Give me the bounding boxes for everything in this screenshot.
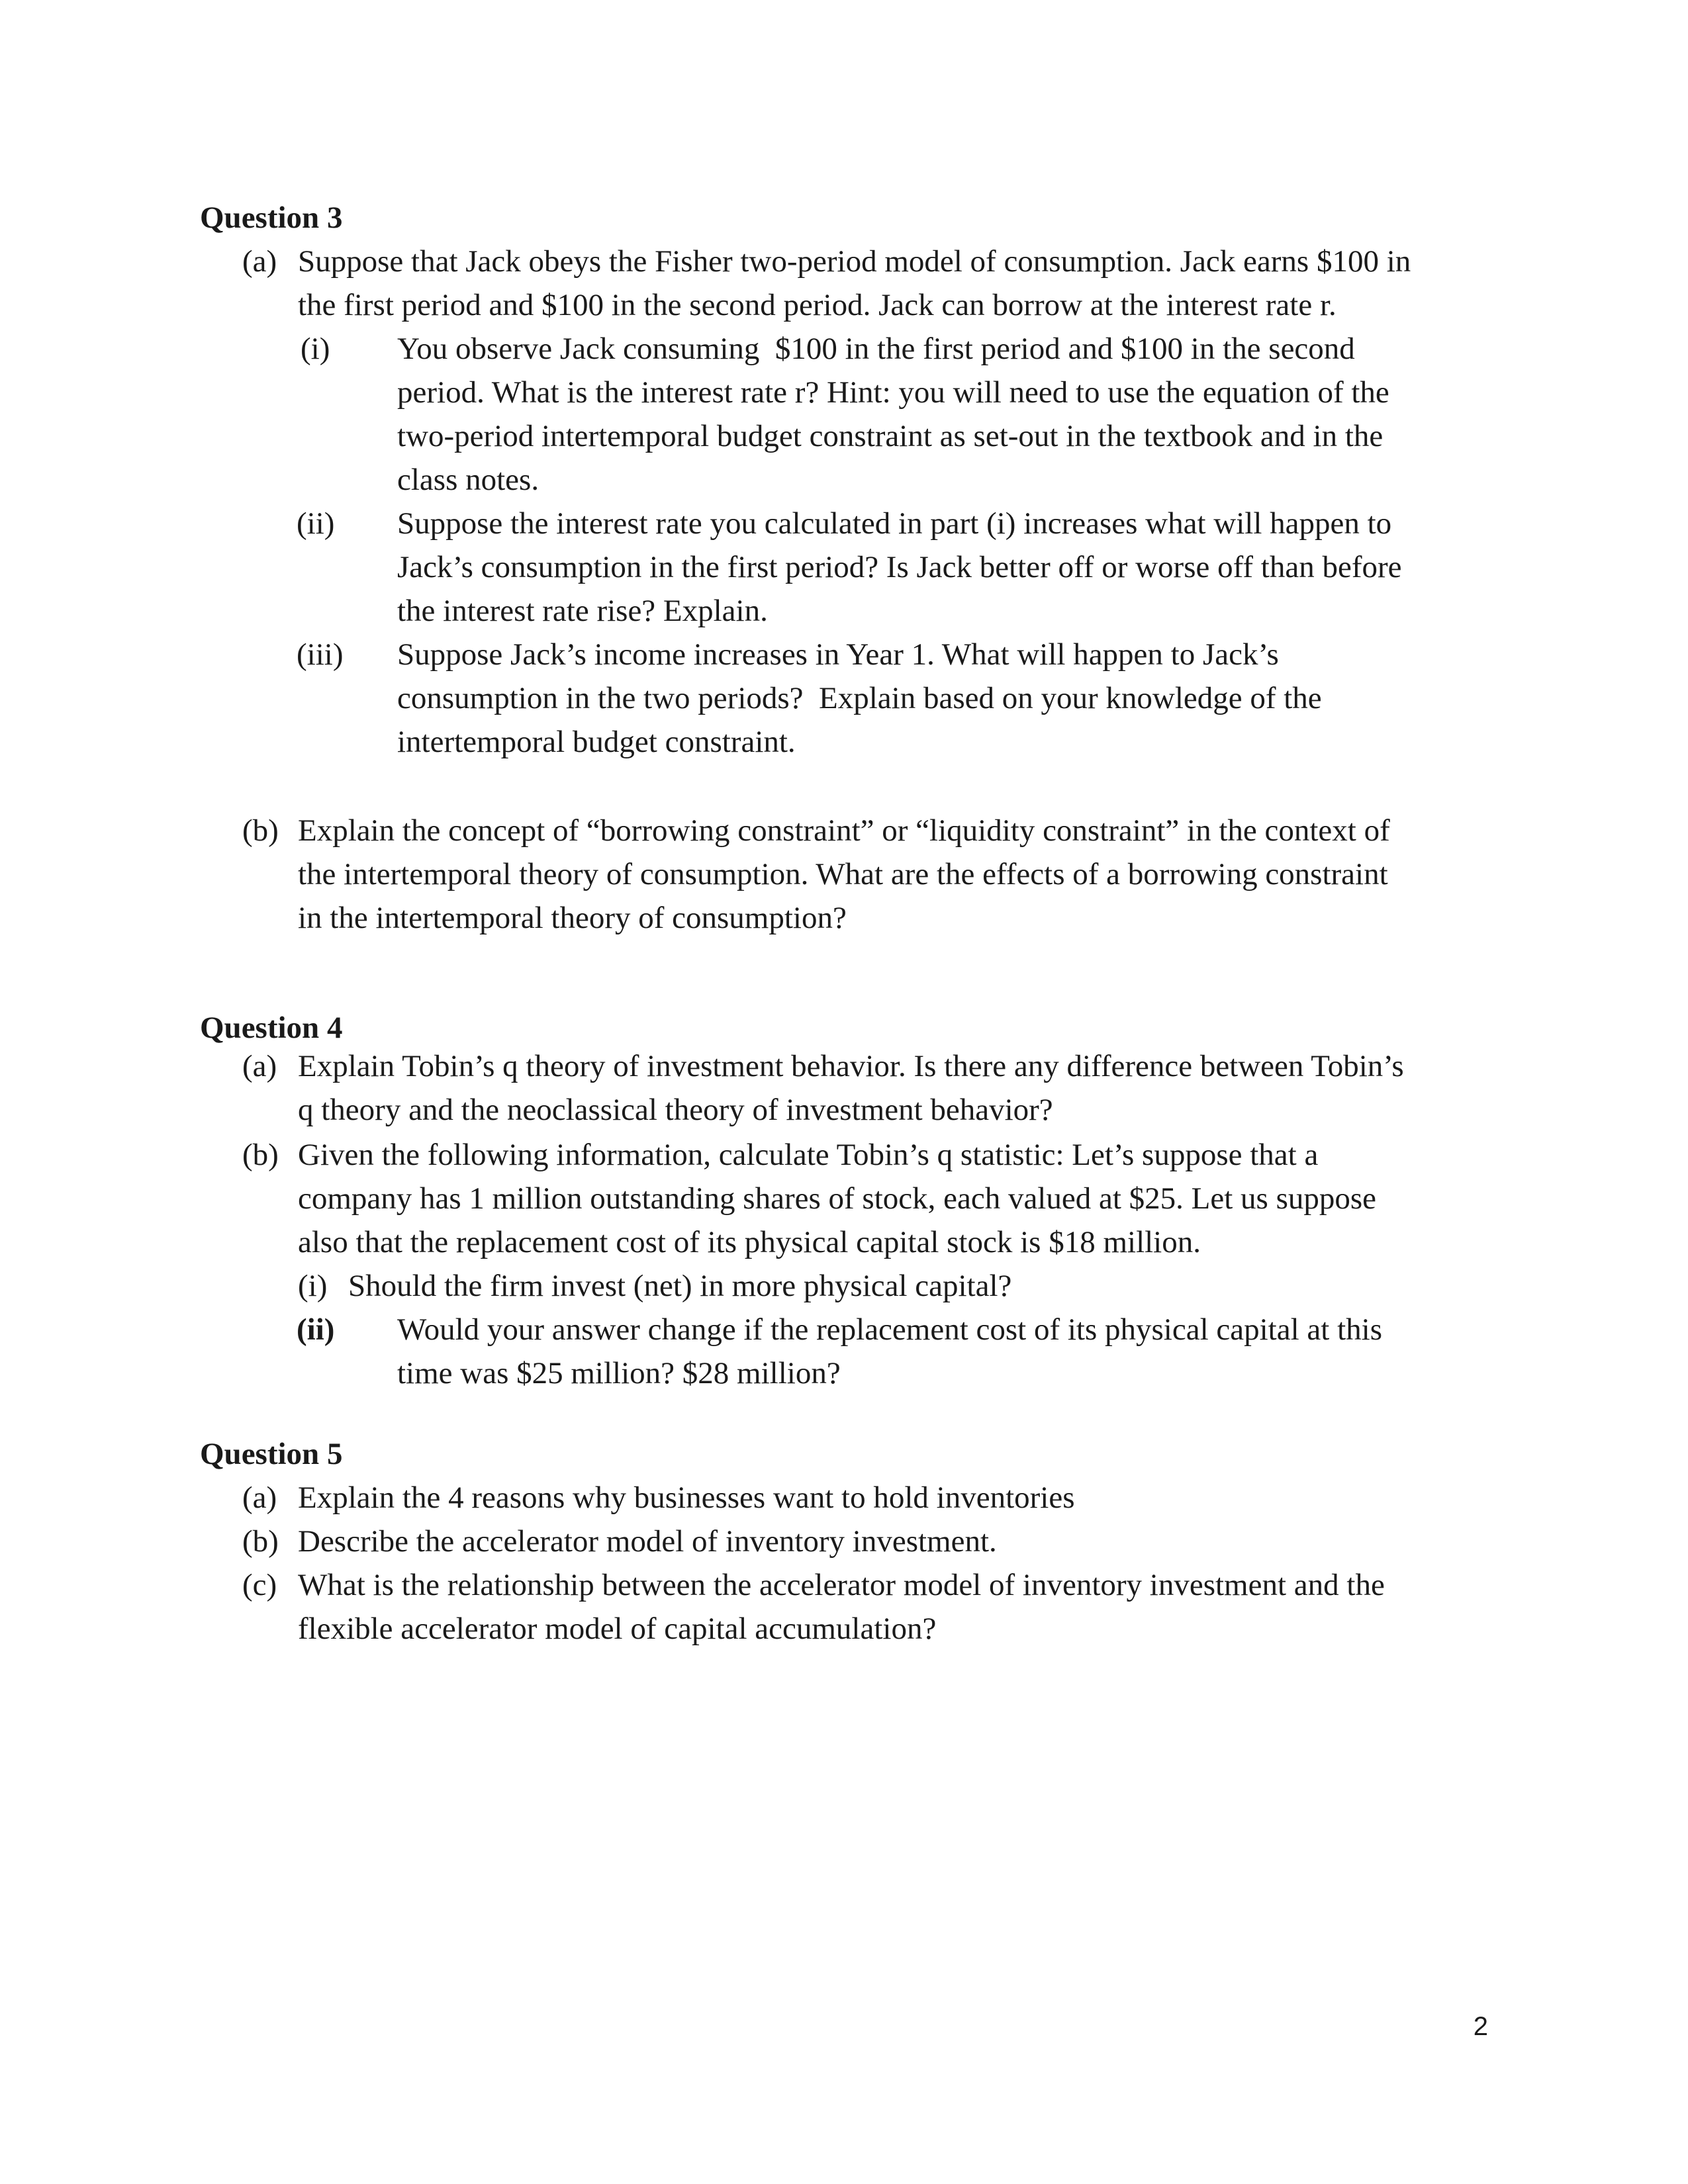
text-line: What is the relationship between the accelerator model of inventory investment and the [298, 1568, 1385, 1602]
subpart-label: (i) [301, 332, 330, 366]
subpart-label: (ii) [297, 506, 335, 541]
text-line: company has 1 million outstanding shares of stock, each valued at $25. Let us suppose [298, 1181, 1377, 1216]
text-line: period. What is the interest rate r? Hint: you will need to use the equation of the [397, 375, 1389, 410]
text-line: Suppose Jack’s income increases in Year 1. What will happen to Jack’s [397, 637, 1279, 672]
text-line: the interest rate rise? Explain. [397, 594, 768, 628]
text-line: Suppose the interest rate you calculated in part (i) increases what will happen to [397, 506, 1392, 541]
text-line: Jack’s consumption in the first period? Is Jack better off or worse off than before [397, 550, 1402, 584]
text-line: Would your answer change if the replacement cost of its physical capital at this [397, 1312, 1382, 1347]
subpart-label: (iii) [297, 637, 344, 672]
subpart-label: (ii) [297, 1312, 335, 1347]
text-line: Explain Tobin’s q theory of investment behavior. Is there any difference between Tobin’s [298, 1049, 1404, 1083]
part-label: (b) [242, 1524, 279, 1559]
text-line: q theory and the neoclassical theory of investment behavior? [298, 1093, 1053, 1127]
text-line: flexible accelerator model of capital accumulation? [298, 1612, 937, 1646]
text-line: Should the firm invest (net) in more physical capital? [348, 1269, 1012, 1303]
question-3-title: Question 3 [200, 201, 343, 235]
part-label: (b) [242, 813, 279, 848]
part-label: (c) [242, 1568, 277, 1602]
question-5-title: Question 5 [200, 1437, 343, 1471]
question-4-title: Question 4 [200, 1011, 343, 1045]
text-line: Suppose that Jack obeys the Fisher two-period model of consumption. Jack earns $100 in [298, 244, 1411, 279]
text-line: also that the replacement cost of its physical capital stock is $18 million. [298, 1225, 1201, 1259]
text-line: Describe the accelerator model of inventory investment. [298, 1524, 997, 1559]
part-label: (a) [242, 244, 277, 279]
text-line: two-period intertemporal budget constraint as set-out in the textbook and in the [397, 419, 1383, 453]
part-label: (a) [242, 1049, 277, 1083]
text-line: class notes. [397, 463, 539, 497]
text-line: the intertemporal theory of consumption. What are the effects of a borrowing constraint [298, 857, 1388, 891]
text-line: Explain the 4 reasons why businesses want to hold inventories [298, 1480, 1075, 1515]
text-line: consumption in the two periods? Explain based on your knowledge of the [397, 681, 1322, 715]
part-label: (a) [242, 1480, 277, 1515]
text-line: You observe Jack consuming $100 in the first period and $100 in the second [397, 332, 1355, 366]
text-line: the first period and $100 in the second period. Jack can borrow at the interest rate r. [298, 288, 1336, 322]
page-number: 2 [1473, 2012, 1488, 2041]
text-line: in the intertemporal theory of consumption? [298, 901, 847, 935]
text-line: Given the following information, calculate Tobin’s q statistic: Let’s suppose that a [298, 1138, 1319, 1172]
part-label: (b) [242, 1138, 279, 1172]
text-line: intertemporal budget constraint. [397, 725, 796, 759]
subpart-label: (i) [298, 1269, 328, 1303]
text-line: Explain the concept of “borrowing constraint” or “liquidity constraint” in the context of [298, 813, 1390, 848]
text-line: time was $25 million? $28 million? [397, 1356, 841, 1390]
